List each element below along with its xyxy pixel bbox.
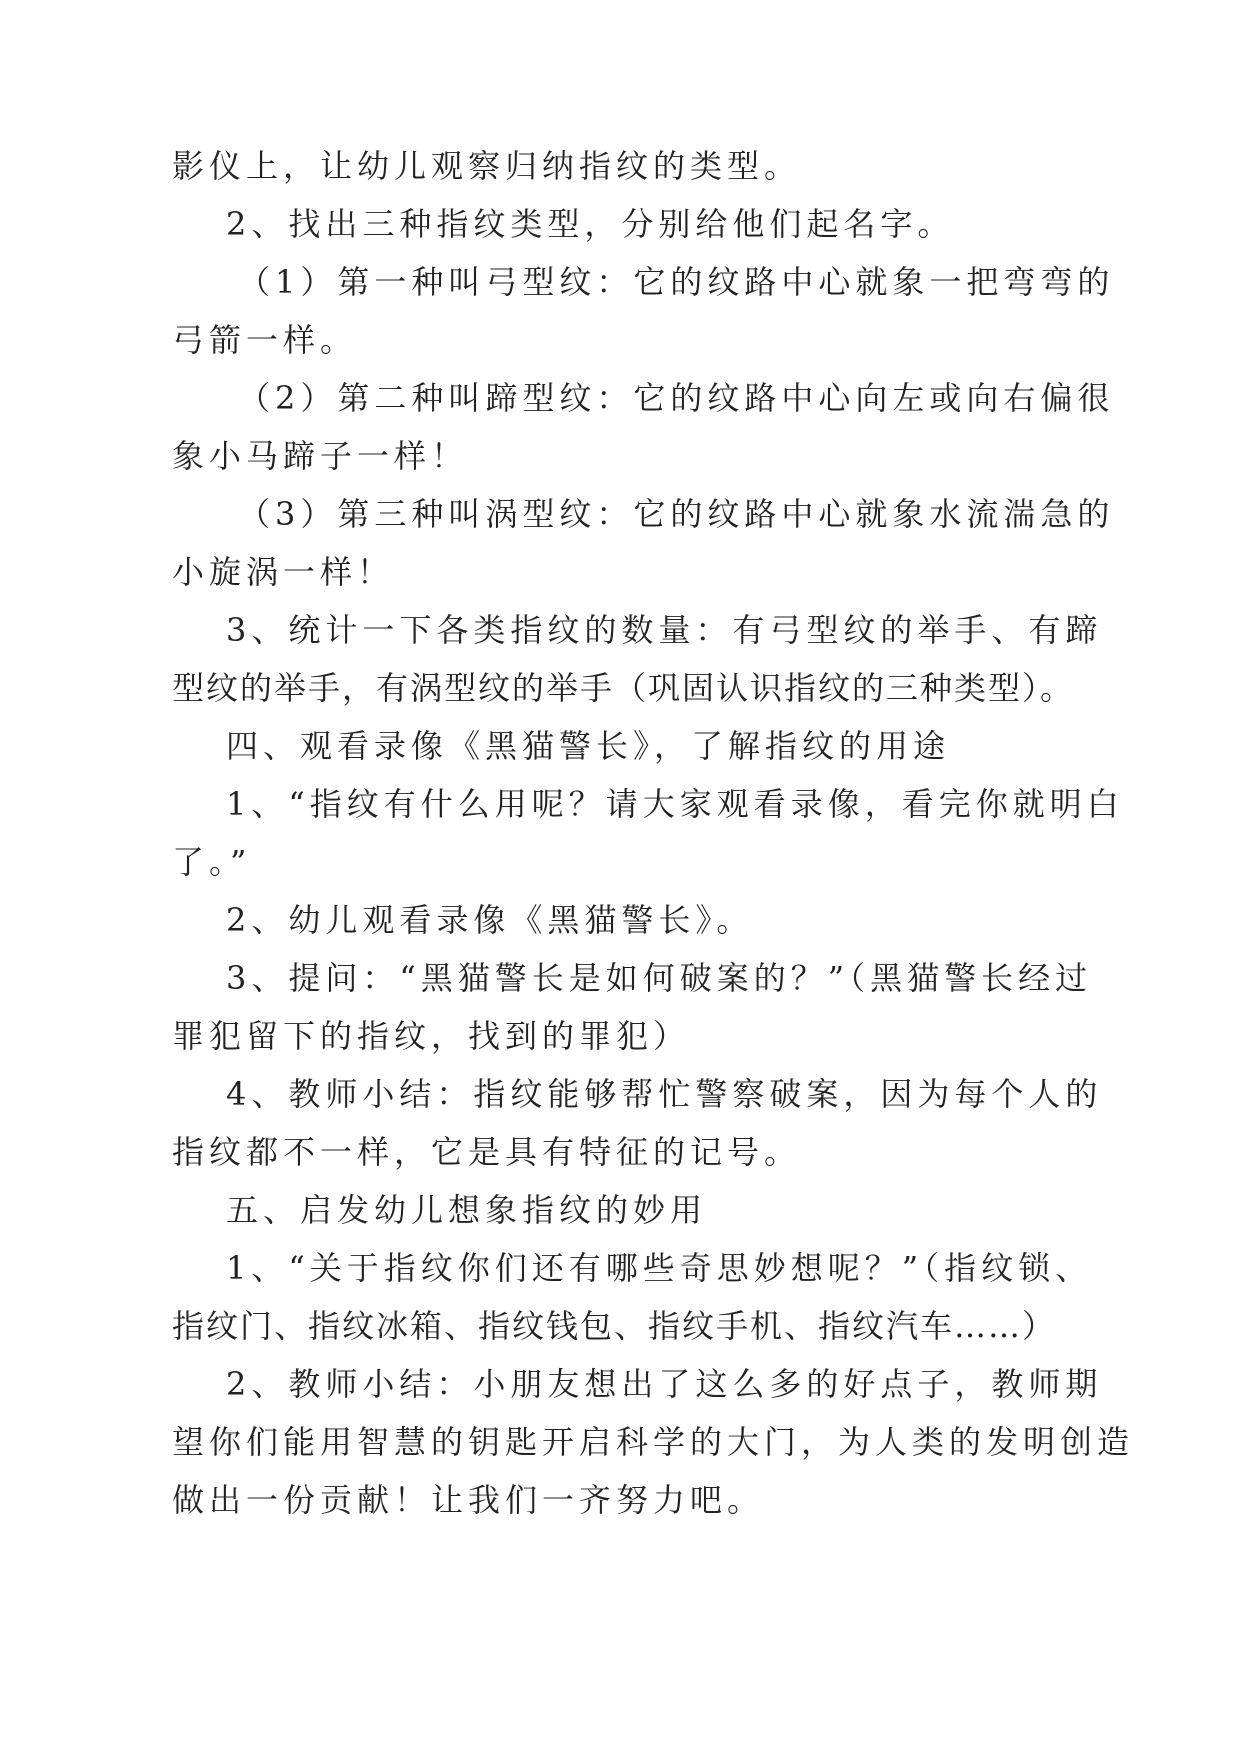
text-line: （2）第二种叫蹄型纹：它的纹路中心向左或向右偏很 (238, 379, 1115, 417)
text-line: 3、统计一下各类指纹的数量：有弓型纹的举手、有蹄 (226, 611, 1103, 649)
text-line: 小旋涡一样！ (172, 553, 395, 591)
text-line: 4、教师小结：指纹能够帮忙警察破案，因为每个人的 (226, 1075, 1103, 1113)
text-line: 2、找出三种指纹类型，分别给他们起名字。 (226, 205, 955, 243)
text-line: 2、教师小结：小朋友想出了这么多的好点子，教师期 (226, 1365, 1103, 1403)
text-line: 罪犯留下的指纹，找到的罪犯） (172, 1017, 691, 1055)
text-line: 弓箭一样。 (172, 321, 358, 359)
text-line: 了。” (172, 843, 252, 881)
text-line: 望你们能用智慧的钥匙开启科学的大门，为人类的发明创造 (172, 1423, 1135, 1461)
text-line: 1、“关于指纹你们还有哪些奇思妙想呢？”（指纹锁、 (226, 1249, 1093, 1287)
text-line: 指纹都不一样，它是具有特征的记号。 (172, 1133, 802, 1171)
text-line: 象小马蹄子一样！ (172, 437, 469, 475)
text-line: 型纹的举手，有涡型纹的举手（巩固认识指纹的三种类型）。 (172, 669, 1075, 707)
text-line: 2、幼儿观看录像《黑猫警长》。 (226, 901, 754, 939)
text-line: 1、“指纹有什么用呢？请大家观看录像，看完你就明白 (226, 785, 1124, 823)
text-line: （1）第一种叫弓型纹：它的纹路中心就象一把弯弯的 (238, 263, 1115, 301)
text-line: 做出一份贡献！让我们一齐努力吧。 (172, 1481, 765, 1519)
text-line: 影仪上，让幼儿观察归纳指纹的类型。 (172, 147, 802, 185)
text-line: 五、启发幼儿想象指纹的妙用 (226, 1191, 708, 1229)
text-line: 指纹门、指纹冰箱、指纹钱包、指纹手机、指纹汽车……） (172, 1307, 1057, 1345)
text-line: 四、观看录像《黑猫警长》，了解指纹的用途 (226, 727, 951, 765)
text-line: 3、提问：“黑猫警长是如何破案的？”（黑猫警长经过 (226, 959, 1093, 997)
text-line: （3）第三种叫涡型纹：它的纹路中心就象水流湍急的 (238, 495, 1115, 533)
